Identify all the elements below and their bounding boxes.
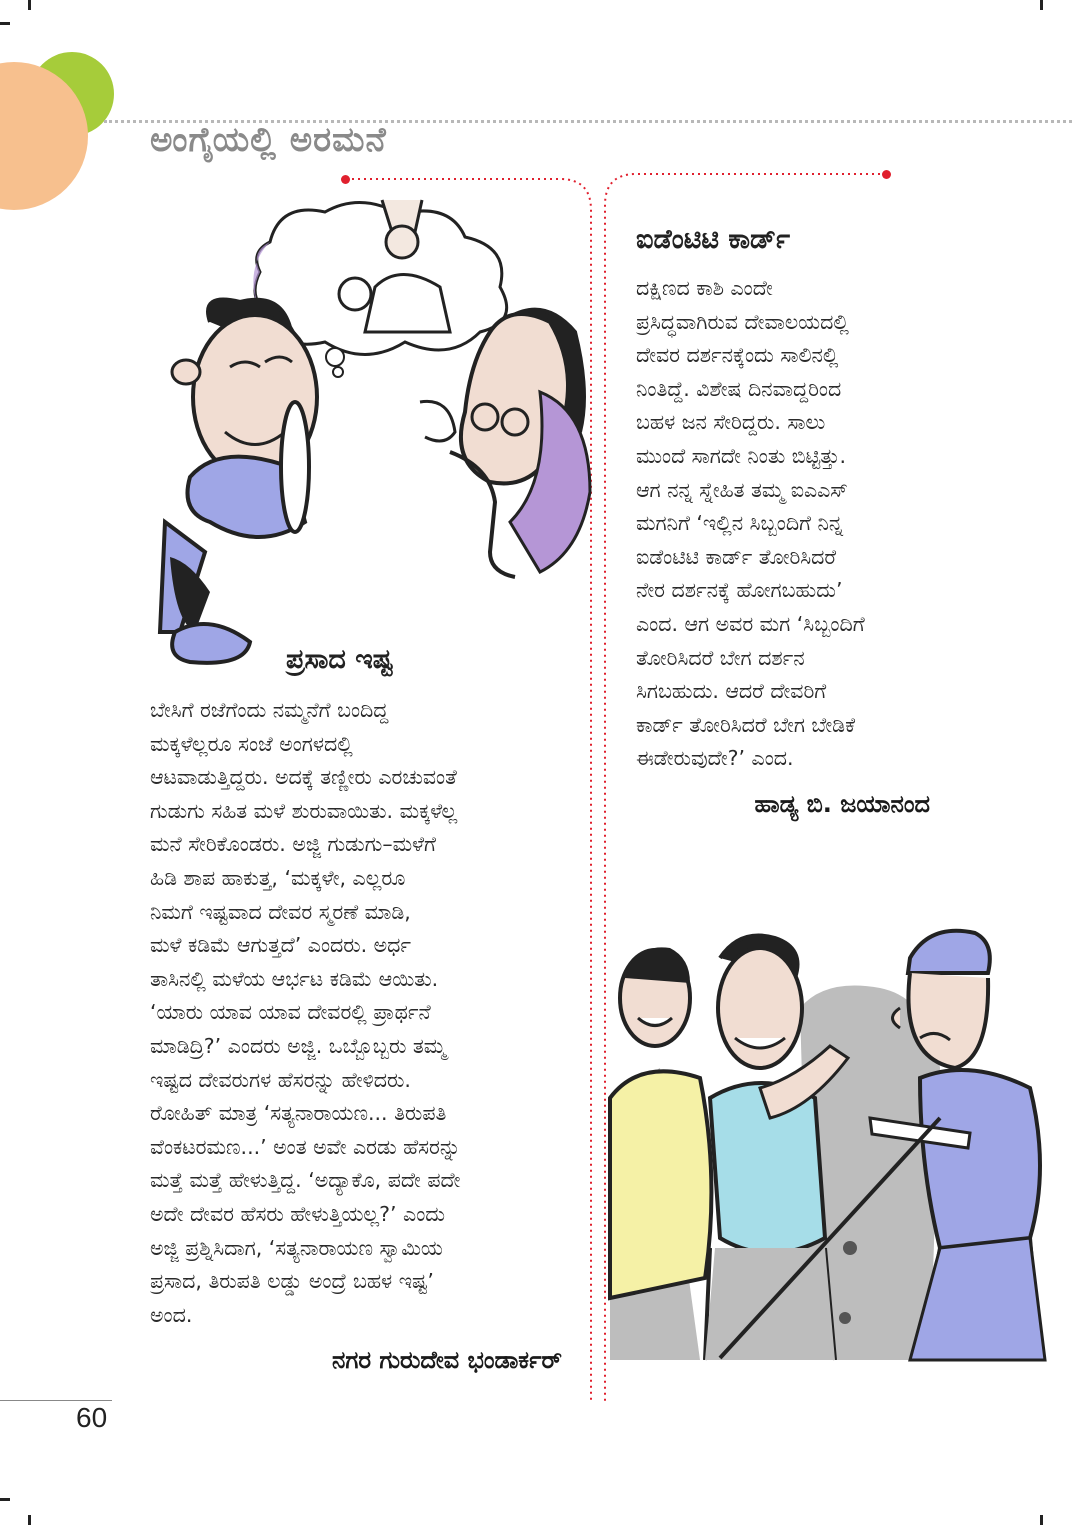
story-line: ತಾಸಿನಲ್ಲಿ ಮಳೆಯ ಆರ್ಭಟ ಕಡಿಮೆ ಆಯಿತು. bbox=[150, 966, 439, 991]
story-line: ಹಿಡಿ ಶಾಪ ಹಾಕುತ್ತ, ‘ಮಕ್ಕಳೇ, ಎಲ್ಲರೂ bbox=[150, 865, 406, 890]
story-line: ಅಜ್ಜಿ ಪ್ರಶ್ನಿಸಿದಾಗ, ‘ಸತ್ಯನಾರಾಯಣ ಸ್ವಾಮಿಯ bbox=[150, 1235, 443, 1260]
story-line: ‘ಯಾರು ಯಾವ ಯಾವ ದೇವರಲ್ಲಿ ಪ್ರಾರ್ಥನೆ bbox=[150, 1000, 431, 1025]
story-line: ಸಿಗಬಹುದು. ಆದರೆ ದೇವರಿಗೆ bbox=[636, 679, 827, 704]
story-line: ಐಡೆಂಟಿಟಿ ಕಾರ್ಡ್ ತೋರಿಸಿದರೆ bbox=[636, 544, 837, 569]
story-title-right: ಐಡೆಂಟಿಟಿ ಕಾರ್ಡ್ bbox=[630, 224, 796, 256]
cartoon-temple-queue-with-guard bbox=[610, 918, 1060, 1360]
story-body-right bbox=[636, 272, 1056, 776]
story-line: ಮುಂದೆ ಸಾಗದೇ ನಿಂತು ಬಿಟ್ಟಿತ್ತು. bbox=[636, 443, 847, 468]
author-right: ಹಾಡ್ಯ ಬಿ. ಜಯಾನಂದ bbox=[754, 790, 930, 818]
story-line: ಗುಡುಗು ಸಹಿತ ಮಳೆ ಶುರುವಾಯಿತು. ಮಕ್ಕಳೆಲ್ಲ bbox=[150, 798, 458, 823]
frame-dot bbox=[882, 170, 891, 179]
story-line: ಮನೆ ಸೇರಿಕೊಂಡರು. ಅಜ್ಜಿ ಗುಡುಗು–ಮಳೆಗೆ bbox=[150, 832, 436, 857]
story-line: ಇಷ್ಟದ ದೇವರುಗಳ ಹೆಸರನ್ನು ಹೇಳಿದರು. bbox=[150, 1067, 411, 1092]
story-line: ಬೇಸಿಗೆ ರಜೆಗೆಂದು ನಮ್ಮನೆಗೆ ಬಂದಿದ್ದ bbox=[150, 698, 389, 722]
story-line: ನಿಂತಿದ್ದೆ. ವಿಶೇಷ ದಿನವಾದ್ದರಿಂದ bbox=[636, 376, 842, 401]
story-line: ಮತ್ತೆ ಮತ್ತೆ ಹೇಳುತ್ತಿದ್ದ. ‘ಅದ್ಯಾಕೊ, ಪದೇ ಪದೇ bbox=[150, 1168, 461, 1193]
story-line: ಅದೇ ದೇವರ ಹೆಸರು ಹೇಳುತ್ತಿಯಲ್ಲ?’ ಎಂದು bbox=[150, 1201, 446, 1226]
story-line: ಪ್ರಸಿದ್ಧವಾಗಿರುವ ದೇವಾಲಯದಲ್ಲಿ bbox=[636, 309, 849, 334]
story-line: ರೋಹಿತ್ ಮಾತ್ರ ‘ಸತ್ಯನಾರಾಯಣ... ತಿರುಪತಿ bbox=[150, 1101, 447, 1126]
story-line: ಆಗ ನನ್ನ ಸ್ನೇಹಿತ ತಮ್ಮ ಐಎಎಸ್ bbox=[636, 477, 848, 502]
cartoon-boy-dreaming-of-prasad bbox=[150, 192, 590, 682]
story-line: ಕಾರ್ಡ್ ತೋರಿಸಿದರೆ ಬೇಗ ಬೇಡಿಕೆ bbox=[636, 712, 856, 737]
story-line: ಮಕ್ಕಳೆಲ್ಲರೂ ಸಂಜೆ ಅಂಗಳದಲ್ಲಿ bbox=[150, 731, 353, 756]
story-line: ನಿಮಗೆ ಇಷ್ಟವಾದ ದೇವರ ಸ್ಮರಣೆ ಮಾಡಿ, bbox=[150, 899, 411, 924]
story-line: ನೇರ ದರ್ಶನಕ್ಕೆ ಹೋಗಬಹುದು’ bbox=[636, 578, 843, 603]
story-line: ಮಾಡಿದ್ರಿ?’ ಎಂದರು ಅಜ್ಜಿ. ಒಬ್ಬೊಬ್ಬರು ತಮ್ಮ bbox=[150, 1033, 447, 1058]
story-line: ದೇವರ ದರ್ಶನಕ್ಕೆಂದು ಸಾಲಿನಲ್ಲಿ bbox=[636, 343, 839, 368]
story-line: ಪ್ರಸಾದ, ತಿರುಪತಿ ಲಡ್ಡು ಅಂದ್ರೆ ಬಹಳ ಇಷ್ಟ’ bbox=[150, 1269, 434, 1294]
story-body-left bbox=[150, 694, 580, 1332]
story-line: ಈಡೇರುವುದೇ?’ ಎಂದ. bbox=[636, 746, 794, 771]
page-number-rule bbox=[0, 1400, 112, 1401]
story-line: ಎಂದ. ಆಗ ಅವರ ಮಗ ‘ಸಿಬ್ಬಂದಿಗೆ bbox=[636, 611, 865, 636]
story-line: ಆಟವಾಡುತ್ತಿದ್ದರು. ಅದಕ್ಕೆ ತಣ್ಣೀರು ಎರಚುವಂತೆ bbox=[150, 765, 457, 790]
story-line: ಮಗನಿಗೆ ‘ಇಲ್ಲಿನ ಸಿಬ್ಬಂದಿಗೆ ನಿನ್ನ bbox=[636, 511, 844, 536]
story-line: ಮಳೆ ಕಡಿಮೆ ಆಗುತ್ತದೆ’ ಎಂದರು. ಅರ್ಧ bbox=[150, 933, 412, 958]
story-line: ವೆಂಕಟರಮಣ...’ ಅಂತ ಅವೇ ಎರಡು ಹೆಸರನ್ನು bbox=[150, 1134, 461, 1159]
section-title: ಅಂಗೈಯಲ್ಲಿ ಅರಮನೆ bbox=[150, 120, 387, 160]
story-title-left: ಪ್ರಸಾದ ಇಷ್ಟ bbox=[280, 644, 399, 676]
page-number: 60 bbox=[76, 1402, 108, 1433]
story-line: ದಕ್ಷಿಣದ ಕಾಶಿ ಎಂದೇ bbox=[636, 276, 773, 300]
story-line: ಅಂದ. bbox=[150, 1302, 193, 1327]
author-left: ನಗರ ಗುರುದೇವ ಭಂಡಾರ್ಕರ್ bbox=[332, 1346, 562, 1374]
story-line: ತೋರಿಸಿದರೆ ಬೇಗ ದರ್ಶನ bbox=[636, 645, 805, 670]
story-line: ಬಹಳ ಜನ ಸೇರಿದ್ದರು. ಸಾಲು bbox=[636, 410, 826, 435]
